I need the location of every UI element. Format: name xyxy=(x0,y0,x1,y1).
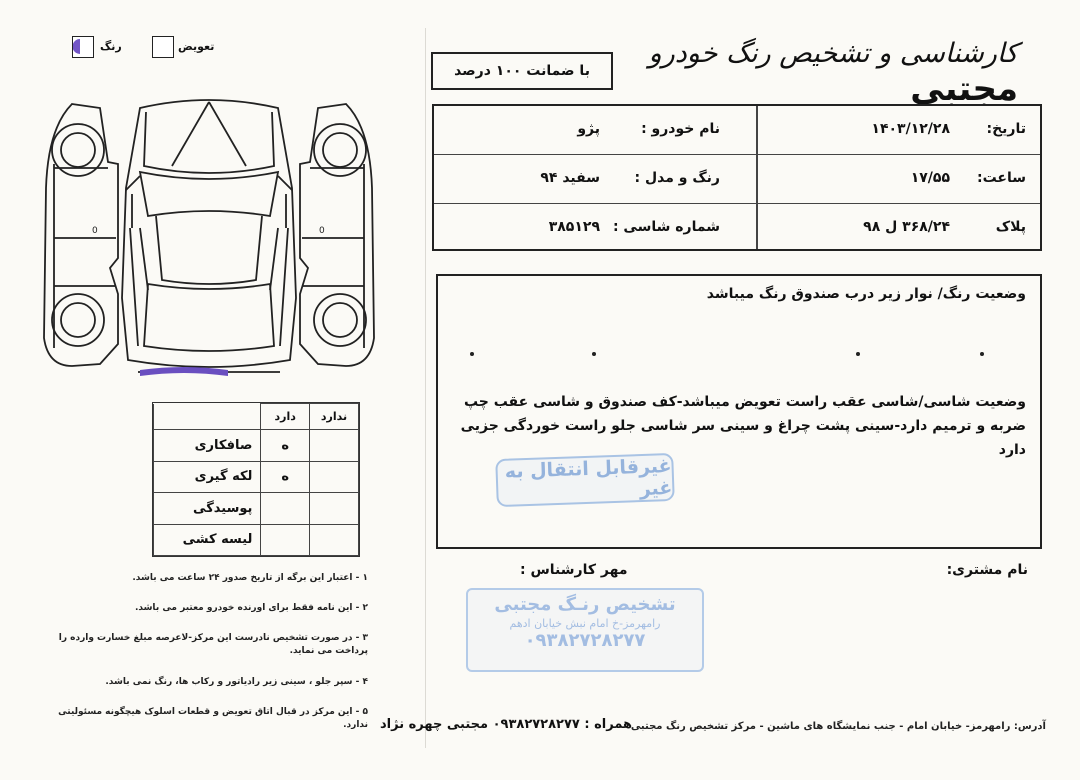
time-value: ۱۷/۵۵ xyxy=(910,170,950,186)
has-header: دارد xyxy=(261,404,310,430)
not-mark xyxy=(309,430,358,462)
note-item: ۳ - در صورت تشخیص نادرست این مرکز-لاعرصه مبلغ خسارت وارده را پرداخت می نماید. xyxy=(58,633,368,656)
car-name-label: نام خودرو : xyxy=(641,121,720,137)
note-item: ۱ - اعتبار این برگه از تاریخ صدور ۲۴ ساعت می باشد. xyxy=(132,573,368,583)
page-title xyxy=(578,38,1018,109)
checklist-row xyxy=(154,524,359,556)
divider xyxy=(425,28,426,748)
non-transferable-stamp: غیرقابل انتقال به غیر xyxy=(495,453,675,507)
chassis-status-text: وضعیت شاسی/شاسی عقب راست تعویض میباشد-کف صندوق و شاسی عقب چپ ضربه و ترمیم دارد-سینی پشت چراغ و سینی سر شاسی جلو راست خوردگی جزیی دارد xyxy=(460,394,1026,458)
expert-seal-label: مهر کارشناس : xyxy=(520,562,628,578)
defects-checklist xyxy=(152,402,360,557)
date-label: تاریخ: xyxy=(986,121,1026,137)
paint-mark-icon xyxy=(73,37,92,56)
has-mark xyxy=(261,493,310,525)
has-mark: ه xyxy=(261,461,310,493)
chassis-value: ۳۸۵۱۲۹ xyxy=(548,219,600,235)
plate-label: پلاک xyxy=(995,219,1026,235)
svg-text:0: 0 xyxy=(92,226,98,236)
stamp-address: رامهرمز-خ امام نبش خیابان ادهم xyxy=(509,617,661,630)
not-mark xyxy=(309,493,358,525)
footer-mobile: همراه : ۰۹۳۸۲۷۲۸۲۷۷ مجتبی چهره نژاد xyxy=(380,717,633,732)
customer-name-label: نام مشتری: xyxy=(946,562,1028,578)
defect-name: لکه گیری xyxy=(154,461,261,493)
color-model-value: سفید ۹۴ xyxy=(540,170,600,186)
car-name-value: پژو xyxy=(577,121,600,137)
info-row-plate xyxy=(434,204,1040,253)
car-right-view xyxy=(300,104,374,366)
paint-legend-box xyxy=(72,36,94,58)
stamp-title: تشخیص رنـگ مجتبی xyxy=(494,594,676,615)
dot-marker xyxy=(856,352,860,356)
info-row-date xyxy=(434,106,1040,155)
vehicle-info-table xyxy=(432,104,1042,251)
defect-name: پوسیدگی xyxy=(154,493,261,525)
date-value: ۱۴۰۳/۱۲/۲۸ xyxy=(871,121,950,137)
car-top-view xyxy=(122,100,296,372)
footer-address: آدرس: رامهرمز- خیابان امام - جنب نمایشگاه های ماشین - مرکز تشخیص رنگ مجتبی xyxy=(630,721,1046,732)
defect-name: صافکاری xyxy=(154,430,261,462)
expert-stamp xyxy=(466,588,704,672)
dot-marker xyxy=(470,352,474,356)
has-mark xyxy=(261,524,310,556)
report-box xyxy=(436,274,1042,549)
dot-marker xyxy=(980,352,984,356)
dot-marker xyxy=(592,352,596,356)
time-label: ساعت: xyxy=(976,170,1026,186)
guarantee-box: با ضمانت ۱۰۰ درصد xyxy=(431,52,613,90)
chassis-label: شماره شاسی : xyxy=(612,219,720,235)
note-item: ۲ - این نامه فقط برای اورنده خودرو معتبر می باشد. xyxy=(134,603,368,613)
not-mark xyxy=(309,461,358,493)
checklist-header xyxy=(154,404,359,430)
defect-name: لیسه کشی xyxy=(154,524,261,556)
paint-mark-rear xyxy=(140,367,228,376)
car-diagram xyxy=(34,98,384,388)
replace-legend-label: تعویض xyxy=(178,40,215,53)
color-model-label: رنگ و مدل : xyxy=(634,170,720,186)
note-item: ۴ - سپر جلو ، سینی زیر رادیاتور و رکاب ها، رنگ نمی باشد. xyxy=(105,677,368,687)
stamp-phone: ۰۹۳۸۲۷۲۸۲۷۷ xyxy=(524,630,646,651)
not-header: ندارد xyxy=(309,404,358,430)
checklist-row xyxy=(154,493,359,525)
not-mark xyxy=(309,524,358,556)
checklist-row xyxy=(154,461,359,493)
footer xyxy=(380,717,1046,741)
car-left-view xyxy=(44,104,118,366)
has-mark: ه xyxy=(261,430,310,462)
legend xyxy=(60,32,240,62)
title-subtitle: کارشناسی و تشخیص رنگ خودرو xyxy=(648,38,1018,69)
checklist-row xyxy=(154,430,359,462)
title-brand: مجتبی xyxy=(910,69,1018,109)
note-item: ۵ - این مرکز در قبال اتاق تعویض و قطعات اسلوک هیچگونه مسئولیتی ندارد. xyxy=(58,707,368,730)
paint-status-text: وضعیت رنگ/ نوار زیر درب صندوق رنگ میباشد xyxy=(706,286,1026,302)
replace-legend-box xyxy=(152,36,174,58)
paint-legend-label: رنگ xyxy=(100,40,122,53)
info-row-time xyxy=(434,155,1040,204)
svg-text:0: 0 xyxy=(319,226,325,236)
plate-value: ۳۶۸/۲۴ ل ۹۸ xyxy=(863,219,950,235)
